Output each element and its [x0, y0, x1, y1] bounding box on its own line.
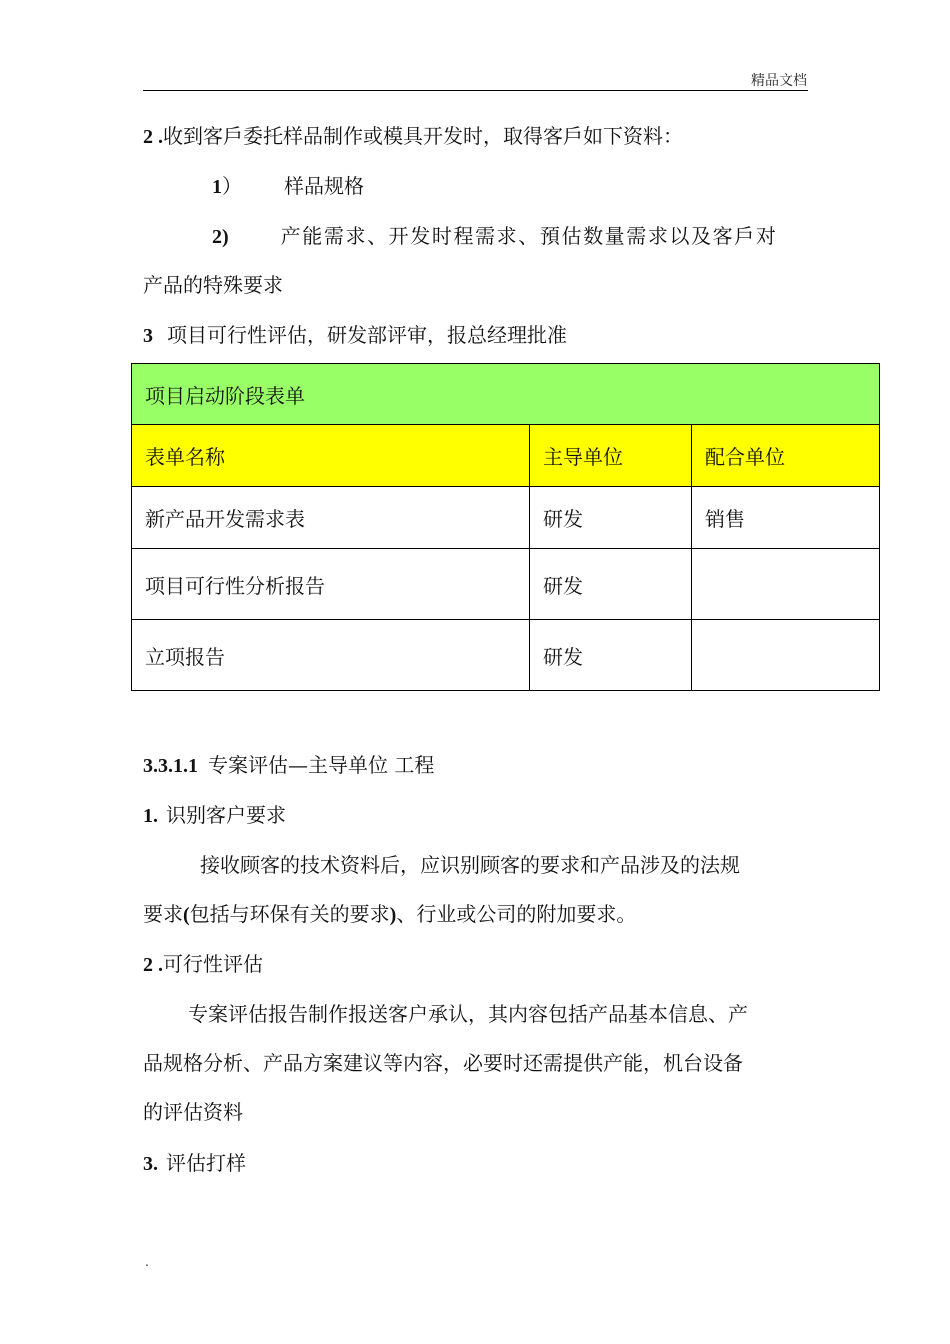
table-cell: 研发	[530, 549, 692, 620]
project-forms-table	[131, 363, 880, 691]
list-item-2-continuation: 产品的特殊要求	[143, 273, 283, 297]
list-item-2	[212, 223, 777, 250]
footer-dot: .	[145, 1255, 149, 1269]
subsection-1-heading	[143, 802, 286, 829]
subsection-3-heading	[143, 1150, 246, 1177]
table-cell: 立项报告	[132, 620, 530, 691]
s1-body-2d: )	[389, 904, 397, 926]
p3-number: 3	[143, 325, 153, 347]
list-item-1	[212, 173, 364, 200]
table-header-cell: 配合单位	[692, 425, 880, 487]
s3-title: 评估打样	[166, 1151, 246, 1175]
subsection-2-heading	[143, 951, 263, 978]
table-cell: 研发	[530, 487, 692, 549]
s2-number: 2 .	[143, 954, 163, 976]
header-rule	[143, 90, 808, 91]
section-heading	[143, 752, 434, 779]
table-cell: 新产品开发需求表	[132, 487, 530, 549]
table-header-row	[132, 425, 880, 487]
p3-text: 项目可行性评估，研发部评审，报总经理批准	[167, 323, 567, 347]
item2-number: 2)	[212, 226, 229, 248]
section-title: 专案评估—主导单位 工程	[208, 753, 435, 777]
s2-body-line-2: 品规格分析、产品方案建议等内容，必要时还需提供产能，机台设备	[143, 1051, 743, 1075]
item1-number: 1	[212, 176, 222, 198]
table-cell	[692, 549, 880, 620]
table-title: 项目启动阶段表单	[132, 364, 880, 425]
s2-body-line-3: 的评估资料	[143, 1100, 243, 1124]
s1-number: 1.	[143, 805, 158, 827]
table-cell: 研发	[530, 620, 692, 691]
table-cell	[692, 620, 880, 691]
paragraph-3	[143, 322, 567, 349]
p1-number: 2 .	[143, 126, 163, 148]
s3-number: 3.	[143, 1153, 158, 1175]
s2-title: 可行性评估	[163, 952, 263, 976]
s1-body-line-1: 接收顾客的技术资料后，应识别顾客的要求和产品涉及的法规	[200, 853, 740, 877]
section-number: 3.3.1.1	[143, 755, 198, 777]
item1-paren: ）	[222, 174, 242, 198]
paragraph-2	[143, 123, 683, 150]
header-label: 精品文档	[751, 73, 807, 89]
s1-body-2c: 包括与环保有关的要求	[189, 902, 390, 926]
p1-text: 收到客戶委托样品制作或模具开发时，取得客戶如下资料：	[163, 124, 683, 148]
table-header-cell: 表单名称	[132, 425, 530, 487]
table-row	[132, 620, 880, 691]
table-header-cell: 主导单位	[530, 425, 692, 487]
table-title-row	[132, 364, 880, 425]
s1-title: 识别客户要求	[166, 803, 286, 827]
table-row	[132, 549, 880, 620]
table-cell: 项目可行性分析报告	[132, 549, 530, 620]
s1-body-2a: 要求	[143, 902, 183, 926]
table-row	[132, 487, 880, 549]
s2-body-line-1: 专案评估报告制作报送客户承认，其内容包括产品基本信息、产	[188, 1002, 748, 1026]
s1-body-line-2	[143, 901, 636, 928]
s1-body-2e: 、行业或公司的附加要求。	[396, 902, 637, 926]
s1-body-2b: (	[183, 904, 190, 926]
item1-text: 样品规格	[284, 174, 364, 198]
item2-text: 产能需求、开发时程需求、預估数量需求以及客戶对	[280, 224, 778, 248]
table-cell: 销售	[692, 487, 880, 549]
